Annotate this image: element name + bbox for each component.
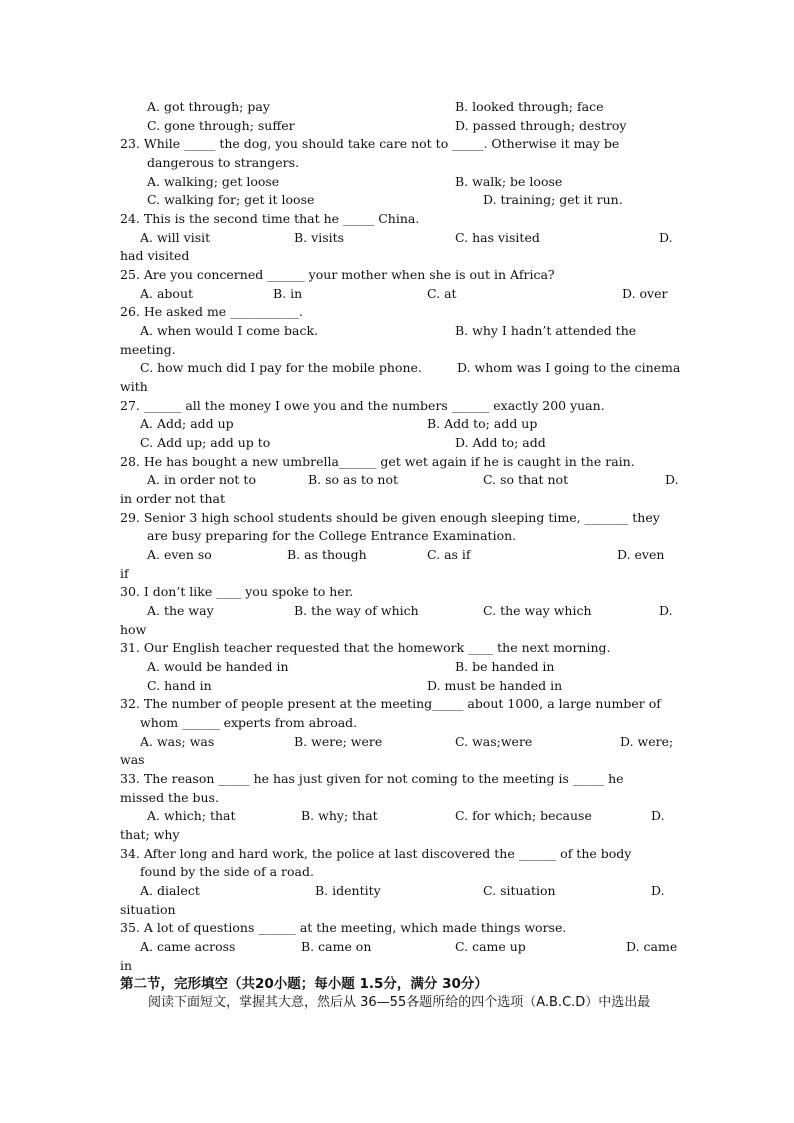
- option-25-d: D. over: [622, 286, 668, 301]
- option-34-c: C. situation: [483, 883, 556, 898]
- option-22-d: D. passed through; destroy: [455, 118, 627, 133]
- option-23-a: A. walking; get loose: [147, 174, 280, 189]
- option-23-b: B. walk; be loose: [455, 174, 563, 189]
- question-23-stem-cont: dangerous to strangers.: [147, 155, 300, 170]
- option-28-b: B. so as to not: [308, 472, 399, 487]
- option-34-a: A. dialect: [140, 883, 200, 898]
- option-27-a: A. Add; add up: [140, 416, 234, 431]
- option-34-d: D.: [651, 883, 665, 898]
- option-27-d: D. Add to; add: [455, 435, 546, 450]
- option-29-a: A. even so: [147, 547, 212, 562]
- option-32-a: A. was; was: [140, 734, 215, 749]
- option-34-d-cont: situation: [120, 902, 176, 917]
- option-33-c: C. for which; because: [455, 808, 592, 823]
- option-29-d-cont: if: [120, 566, 129, 581]
- option-35-d: D. came: [626, 939, 678, 954]
- question-33-stem: 33. The reason _____ he has just given for not coming to the meeting is _____ he: [120, 771, 624, 786]
- option-31-d: D. must be handed in: [427, 678, 563, 693]
- option-28-a: A. in order not to: [147, 472, 256, 487]
- option-28-d-cont: in order not that: [120, 491, 225, 506]
- option-30-d: D.: [659, 603, 673, 618]
- option-35-a: A. came across: [140, 939, 236, 954]
- question-29-stem-cont: are busy preparing for the College Entrance Examination.: [147, 528, 517, 543]
- question-28-stem: 28. He has bought a new umbrella______ get wet again if he is caught in the rain.: [120, 454, 635, 469]
- option-29-c: C. as if: [427, 547, 471, 562]
- option-28-c: C. so that not: [483, 472, 569, 487]
- option-30-d-cont: how: [120, 622, 147, 637]
- option-31-b: B. be handed in: [455, 659, 555, 674]
- option-25-c: C. at: [427, 286, 457, 301]
- option-35-c: C. came up: [455, 939, 526, 954]
- option-24-d-cont: had visited: [120, 248, 190, 263]
- option-33-d-cont: that; why: [120, 827, 180, 842]
- option-30-c: C. the way which: [483, 603, 592, 618]
- question-26-stem: 26. He asked me ___________.: [120, 304, 303, 319]
- option-33-d: D.: [651, 808, 665, 823]
- option-24-c: C. has visited: [455, 230, 540, 245]
- option-22-b: B. looked through; face: [455, 99, 604, 114]
- option-32-d-cont: was: [120, 752, 145, 767]
- question-34-stem: 34. After long and hard work, the police at last discovered the ______ of the body: [120, 846, 632, 861]
- option-29-b: B. as though: [287, 547, 367, 562]
- option-32-b: B. were; were: [294, 734, 383, 749]
- question-29-stem: 29. Senior 3 high school students should be given enough sleeping time, _______ they: [120, 510, 660, 525]
- option-22-c: C. gone through; suffer: [147, 118, 295, 133]
- question-35-stem: 35. A lot of questions ______ at the meeting, which made things worse.: [120, 920, 567, 935]
- option-33-a: A. which; that: [147, 808, 236, 823]
- option-26-a: A. when would I come back.: [140, 323, 319, 338]
- option-23-c: C. walking for; get it loose: [147, 192, 315, 207]
- option-29-d: D. even: [617, 547, 665, 562]
- option-30-a: A. the way: [147, 603, 214, 618]
- option-30-b: B. the way of which: [294, 603, 419, 618]
- question-27-stem: 27. ______ all the money I owe you and the numbers ______ exactly 200 yuan.: [120, 398, 605, 413]
- option-31-a: A. would be handed in: [147, 659, 289, 674]
- option-26-b: B. why I hadn’t attended the: [455, 323, 637, 338]
- option-24-b: B. visits: [294, 230, 345, 245]
- question-24-stem: 24. This is the second time that he _____ China.: [120, 211, 420, 226]
- option-35-b: B. came on: [301, 939, 372, 954]
- option-22-a: A. got through; pay: [147, 99, 270, 114]
- option-25-a: A. about: [140, 286, 194, 301]
- option-25-b: B. in: [273, 286, 303, 301]
- option-31-c: C. hand in: [147, 678, 212, 693]
- option-26-c: C. how much did I pay for the mobile phone.: [140, 360, 422, 375]
- question-33-stem-cont: missed the bus.: [120, 790, 219, 805]
- question-34-stem-cont: found by the side of a road.: [140, 864, 314, 879]
- option-23-d: D. training; get it run.: [483, 192, 623, 207]
- question-32-stem-cont: whom ______ experts from abroad.: [140, 715, 358, 730]
- option-26-d-cont: with: [120, 379, 148, 394]
- option-26-d: D. whom was I going to the cinema: [457, 360, 681, 375]
- option-35-d-cont: in: [120, 958, 133, 973]
- section-intro: 阅读下面短文，掌握其大意，然后从 36—55各题所给的四个选项（A.B.C.D）中选出最: [148, 995, 651, 1010]
- option-32-d: D. were;: [620, 734, 674, 749]
- option-28-d: D.: [665, 472, 679, 487]
- section-heading: 第二节，完形填空（共20小题；每小题 1.5分，满分 30分）: [120, 976, 488, 992]
- question-30-stem: 30. I don’t like ____ you spoke to her.: [120, 584, 354, 599]
- option-24-a: A. will visit: [140, 230, 211, 245]
- option-34-b: B. identity: [315, 883, 381, 898]
- option-27-c: C. Add up; add up to: [140, 435, 271, 450]
- question-25-stem: 25. Are you concerned ______ your mother when she is out in Africa?: [120, 267, 555, 282]
- question-32-stem: 32. The number of people present at the meeting_____ about 1000, a large number of: [120, 696, 661, 711]
- option-32-c: C. was;were: [455, 734, 533, 749]
- question-23-stem: 23. While _____ the dog, you should take care not to _____. Otherwise it may be: [120, 136, 620, 151]
- question-31-stem: 31. Our English teacher requested that the homework ____ the next morning.: [120, 640, 611, 655]
- option-26-b-cont: meeting.: [120, 342, 176, 357]
- option-24-d: D.: [659, 230, 673, 245]
- option-27-b: B. Add to; add up: [427, 416, 538, 431]
- option-33-b: B. why; that: [301, 808, 378, 823]
